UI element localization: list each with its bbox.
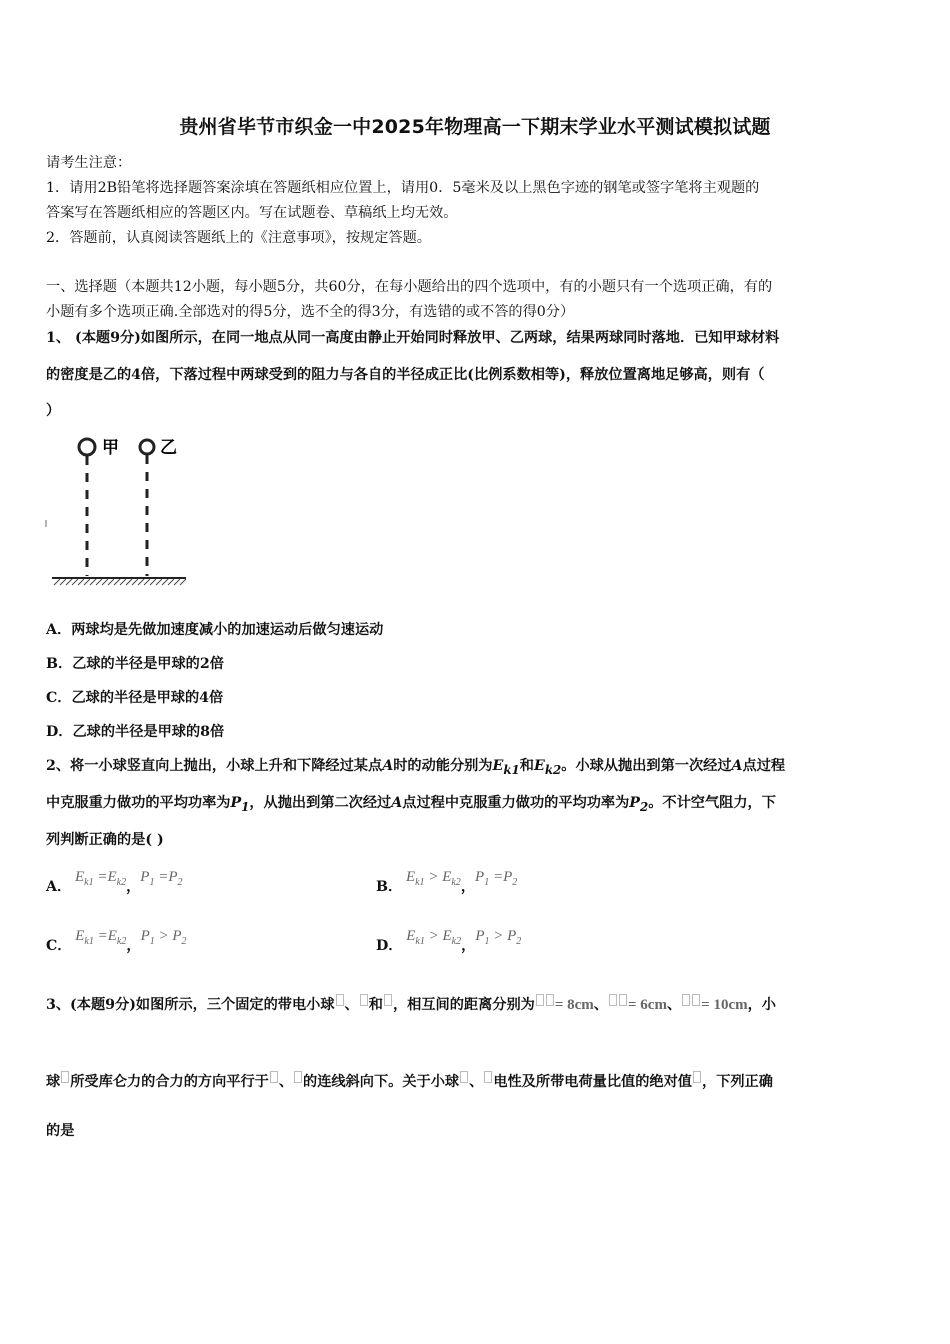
q3-line1: 3、(本题9分)如图所示，三个固定的带电小球 、 和 ，相互间的距离分别为 = 8cm、 = 6cm、 = 10cm，小 [46, 994, 776, 1014]
label-yi: 乙 [160, 438, 177, 458]
q2-option-b: B． $E_{k1} > E_{k2}$，$P_1 =P_2$ [376, 869, 518, 895]
page-title: 贵州省毕节市织金一中2025年物理高一下期末学业水平测试模拟试题 [179, 116, 771, 138]
ball-yi-icon [140, 440, 154, 454]
label-jia: 甲 [102, 438, 119, 458]
distance-2: = 6cm [628, 997, 667, 1013]
missing-glyph-icon [693, 1071, 701, 1083]
q3-line2: 球 所受库仑力的合力的方向平行于 、 的连线斜向下。关于小球 、 电性及所带电荷量比值的绝对值 ，下列正确 [46, 1071, 773, 1091]
ball-jia-icon [79, 439, 95, 455]
q2-option-d: D． $E_{k1} > E_{k2}$，$P_1 > P_2$ [376, 928, 522, 954]
distance-3: = 10cm [701, 997, 748, 1013]
missing-glyph-icon [336, 994, 344, 1006]
ground-hatch [54, 579, 186, 585]
missing-glyph-icon [619, 994, 627, 1006]
missing-glyph-icon [546, 994, 554, 1006]
missing-glyph-icon [270, 1071, 278, 1083]
q1-option-d: D．乙球的半径是甲球的8倍 [46, 724, 225, 740]
missing-glyph-icon [360, 994, 368, 1006]
section1-line2: 小题有多个选项正确.全部选对的得5分，选不全的得3分，有选错的或不答的得0分） [46, 304, 575, 320]
missing-glyph-icon [294, 1071, 302, 1083]
missing-glyph-icon [484, 1071, 492, 1083]
missing-glyph-icon [61, 1071, 69, 1083]
q1-line2: 的密度是乙的4倍，下落过程中两球受到的阻力与各自的半径成正比(比例系数相等)，释放位置离地足够高，则有（ [46, 367, 765, 383]
q3-line3: 的是 [46, 1123, 75, 1139]
q2-line1: 2、将一小球竖直向上抛出，小球上升和下降经过某点A时的动能分别为$E_{k1}$和$E_{k2}$。小球从抛出到第一次经过A点过程 [46, 758, 786, 777]
distance-1: = 8cm [554, 997, 594, 1013]
q1-option-b: B．乙球的半径是甲球的2倍 [46, 656, 224, 672]
q2-line2: 中克服重力做功的平均功率为$P_1$，从抛出到第二次经过A点过程中克服重力做功的平均功率为$P_2$。不计空气阻力，下 [46, 795, 776, 814]
notice-item2: 2．答题前，认真阅读答题纸上的《注意事项》，按规定答题。 [46, 230, 431, 246]
section1-line1: 一、选择题（本题共12小题，每小题5分，共60分，在每小题给出的四个选项中，有的小题只有一个选项正确，有的 [46, 279, 773, 295]
notice-item1-line2: 答案写在答题纸相应的答题区内。写在试题卷、草稿纸上均无效。 [46, 205, 458, 221]
q2-option-c: C． $E_{k1} =E_{k2}$，$P_1 > P_2$ [46, 928, 187, 954]
missing-glyph-icon [692, 994, 700, 1006]
missing-glyph-icon [536, 994, 544, 1006]
q1-line3: ） [46, 403, 61, 419]
q1-option-a: A．两球均是先做加速度减小的加速运动后做匀速运动 [46, 622, 384, 638]
missing-glyph-icon [460, 1071, 468, 1083]
q2-option-a: A． $E_{k1} =E_{k2}$，$P_1 =P_2$ [46, 869, 183, 895]
falling-balls-diagram [44, 428, 190, 590]
notice-heading: 请考生注意： [46, 155, 132, 171]
notice-item1-line1: 1．请用2B铅笔将选择题答案涂填在答题纸相应位置上，请用0．5毫米及以上黑色字迹的钢笔或签字笔将主观题的 [46, 180, 760, 196]
q1-option-c: C．乙球的半径是甲球的4倍 [46, 690, 224, 706]
missing-glyph-icon [384, 994, 392, 1006]
missing-glyph-icon [682, 994, 690, 1006]
q1-line1: 1、 (本题9分)如图所示，在同一地点从同一高度由静止开始同时释放甲、乙两球，结果两球同时落地．已知甲球材料 [46, 330, 780, 346]
q2-line3: 列判断正确的是( ) [46, 832, 164, 848]
missing-glyph-icon [609, 994, 617, 1006]
